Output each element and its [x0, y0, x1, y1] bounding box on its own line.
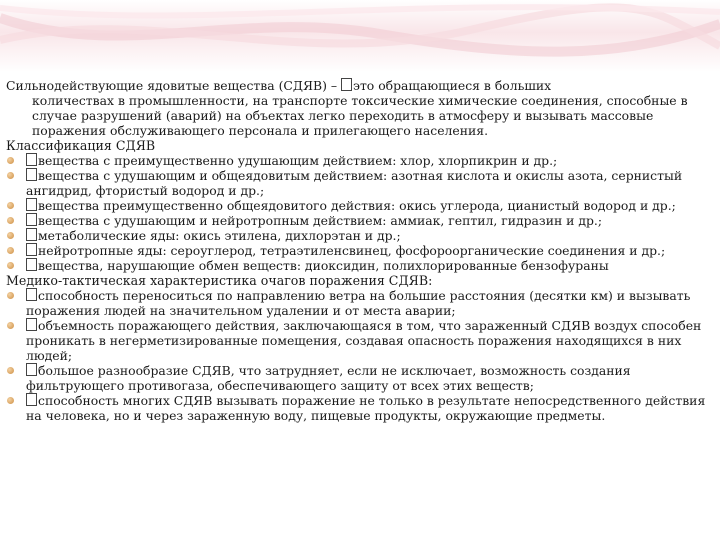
- bullet-icon: [7, 262, 14, 269]
- list-item: вещества с преимущественно удушающим действием: хлор, хлорпикрин и др.;: [6, 153, 714, 168]
- checkbox-glyph-icon: [26, 258, 37, 271]
- medical-heading: Медико-тактическая характеристика очагов поражения СДЯВ:: [6, 273, 433, 288]
- bullet-icon: [7, 157, 14, 164]
- checkbox-glyph-icon: [26, 363, 37, 376]
- checkbox-glyph-icon: [26, 153, 37, 166]
- list-item: объемность поражающего действия, заключающаяся в том, что зараженный СДЯВ воздух способен проникать в негерметизированные помещения, создавая опасность поражения находящихся в них людей;: [6, 318, 714, 363]
- bullet-icon: [7, 232, 14, 239]
- bullet-icon: [7, 247, 14, 254]
- bullet-icon: [7, 367, 14, 374]
- bullet-icon: [7, 217, 14, 224]
- list-item: большое разнообразие СДЯВ, что затрудняет, если не исключает, возможность создания фильтрующего противогаза, обеспечивающего защиту от всех этих веществ;: [6, 363, 714, 393]
- intro-text-rest: количествах в промышленности, на транспорте токсические химические соединения, способные в случае разрушений (аварий) на объектах легко переходить в атмосферу и вызывать массовые поражения обслуживающего персонала и прилегающего населения.: [32, 93, 688, 138]
- slide-content: [6, 78, 714, 423]
- list-item: вещества с удушающим и общеядовитым действием: азотная кислота и окислы азота, сернистый ангидрид, фтористый водород и др.;: [6, 168, 714, 198]
- list-item: вещества, нарушающие обмен веществ: диоксидин, полихлорированные бензофураны: [6, 258, 714, 273]
- header-banner: [0, 0, 720, 72]
- checkbox-glyph-icon: [26, 198, 37, 211]
- list-item: метаболические яды: окись этилена, дихлорэтан и др.;: [6, 228, 714, 243]
- intro-term: Сильнодействующие ядовитые вещества (СДЯВ) –: [6, 78, 338, 93]
- bullet-icon: [7, 172, 14, 179]
- list-item: вещества с удушающим и нейротропным действием: аммиак, гептил, гидразин и др.;: [6, 213, 714, 228]
- checkbox-glyph-icon: [26, 228, 37, 241]
- checkbox-glyph-icon: [26, 213, 37, 226]
- bullet-icon: [7, 322, 14, 329]
- checkbox-glyph-icon: [26, 243, 37, 256]
- checkbox-glyph-icon: [26, 168, 37, 181]
- list-item: способность многих СДЯВ вызывать поражение не только в результате непосредственного действия на человека, но и через зараженную воду, пищевые продукты, окружающие предметы.: [6, 393, 714, 423]
- bullet-icon: [7, 292, 14, 299]
- classification-list: [6, 153, 714, 273]
- bullet-icon: [7, 202, 14, 209]
- decorative-swirl: [0, 0, 720, 72]
- list-item: способность переноситься по направлению ветра на большие расстояния (десятки км) и вызывать поражения людей на значительном удалении и от места аварии;: [6, 288, 714, 318]
- classification-heading: Классификация СДЯВ: [6, 138, 156, 153]
- checkbox-glyph-icon: [341, 78, 352, 91]
- list-item: нейротропные яды: сероуглерод, тетраэтиленсвинец, фосфороорганические соединения и др.;: [6, 243, 714, 258]
- list-item: вещества преимущественно общеядовитого действия: окись углерода, цианистый водород и др.;: [6, 198, 714, 213]
- intro-text-line1: это обращающиеся в больших: [353, 78, 552, 93]
- medical-list: [6, 288, 714, 423]
- intro-paragraph: [6, 78, 714, 138]
- checkbox-glyph-icon: [26, 318, 37, 331]
- bullet-icon: [7, 397, 14, 404]
- checkbox-glyph-icon: [26, 393, 37, 406]
- checkbox-glyph-icon: [26, 288, 37, 301]
